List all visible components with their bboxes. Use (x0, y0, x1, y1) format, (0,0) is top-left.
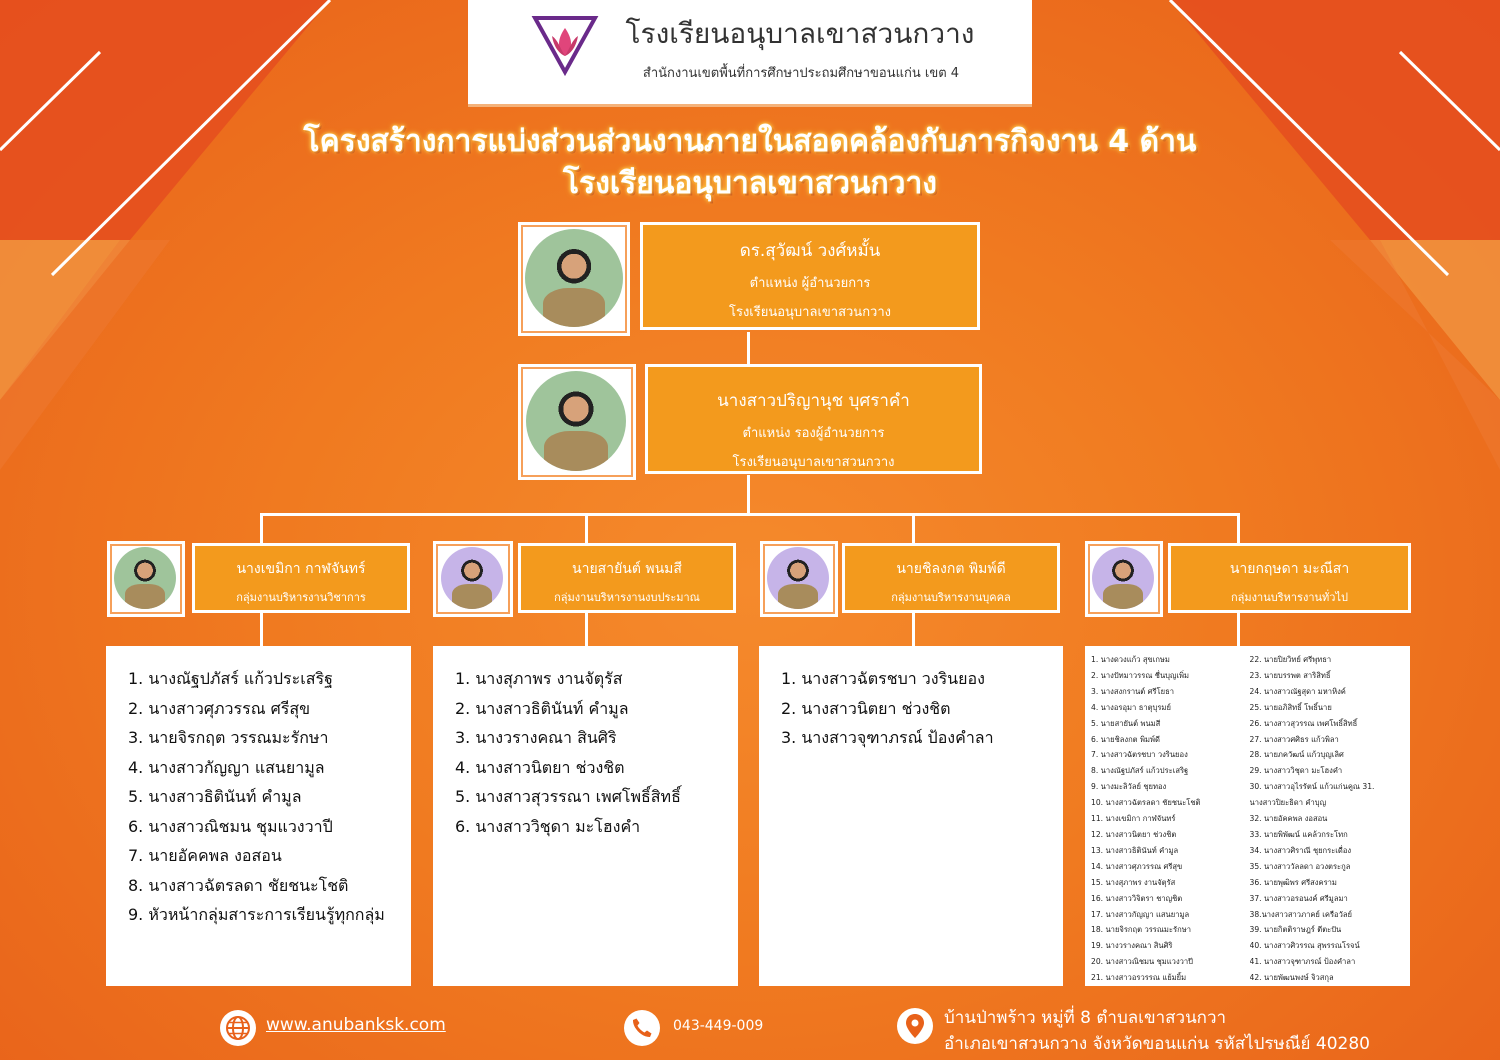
list-item: 35. นางสาววัลลดา อวงตระกูล (1249, 861, 1351, 871)
list-item: 2. นางปัทมาวรรณ ชื่นบุญเพิ่ม (1091, 670, 1190, 680)
connector-line (912, 513, 915, 543)
director-name: ดร.สุวัฒน์ วงศ์หมั้น (739, 241, 881, 261)
location-pin-icon (897, 1008, 933, 1044)
dept-box-personnel (842, 543, 1060, 613)
list-item: 13. นางสาวธิตินันท์ คำมูล (1091, 845, 1179, 855)
dept-photo-frame (1085, 541, 1163, 617)
members-general (1085, 646, 1410, 986)
member-item: 6. นางสาวณิชมน ชุมแวงวาปี (128, 816, 333, 836)
dept-group-name: กลุ่มงานบริหารงานทั่วไป (1231, 591, 1348, 604)
list-item: 18. นายจิรกฤต วรรณมะรักษา (1091, 925, 1191, 935)
member-item: 4. นางสาวนิตยา ช่วงชิต (455, 757, 625, 777)
list-item: 29. นางสาววิชุดา มะโฮงคำ (1249, 766, 1343, 776)
dept-head-photo (1092, 547, 1154, 609)
dept-head-name: นายกฤษดา มะณีสา (1229, 561, 1350, 577)
list-item: 1. นางดวงแก้ว สุขเกษม (1091, 655, 1170, 664)
dept-photo-frame (107, 541, 185, 617)
phone-number: 043-449-009 (673, 1018, 764, 1034)
member-item: 2. นางสาวนิตยา ช่วงชิต (781, 698, 951, 718)
connector-line (260, 513, 1240, 516)
list-item: 40. นางสาวศิวรรณ สุพรรณโรจน์ (1249, 941, 1360, 951)
dept-group-name: กลุ่มงานบริหารงานบุคคล (891, 591, 1011, 604)
phone-icon (624, 1010, 660, 1046)
list-item: 9. นางมะลิวัลย์ ชุยทอง (1091, 782, 1167, 792)
dept-box-academic (192, 543, 410, 613)
member-item: 6. นางสาววิชุดา มะโฮงคำ (455, 816, 641, 836)
director-photo-frame (518, 222, 630, 336)
list-item: 19. นางวรางคณา สินศิริ (1091, 941, 1173, 951)
list-item: 25. นายอภิสิทธิ์ โพธิ์นาย (1249, 702, 1332, 712)
dept-photo-frame (433, 541, 513, 617)
list-item: 23. นายบรรพต สาริสิทธิ์ (1249, 670, 1331, 680)
dept-head-name: นายสายันต์ พนมสี (572, 561, 682, 577)
director-school: โรงเรียนอนุบาลเขาสวนกวาง (728, 305, 892, 320)
connector-line (585, 513, 588, 543)
staff-column-right (1249, 652, 1405, 983)
dept-head-photo (441, 547, 503, 609)
list-item: 7. นางสาวฉัตรชบา วงรินยอง (1091, 750, 1188, 760)
list-item: 38.นางสาวสาวภาคย์ เครือวัลย์ (1249, 909, 1352, 919)
header-office: สำนักงานเขตพื้นที่การศึกษาประถมศึกษาขอนแก่น เขต 4 (642, 66, 960, 81)
list-item: 24. นางสาวณัฐสุดา มหาหิงค์ (1249, 686, 1346, 696)
list-item: 3. นางสงกรานต์ ศรีโยธา (1091, 686, 1174, 696)
dept-box-general (1168, 543, 1411, 613)
list-item: 16. นางสาววิจิตรา ชาญชิต (1091, 893, 1183, 903)
deputy-photo (526, 371, 626, 471)
member-item: 1. นางสุภาพร งานจัตุรัส (455, 669, 623, 688)
members-budget (433, 646, 738, 986)
director-position: ตำแหน่ง ผู้อำนวยการ (749, 276, 871, 291)
list-item: 36. นายพุฒิพร ศรีสงคราม (1249, 877, 1337, 887)
list-item: 20. นางสาวณิชมน ชุมแวงวาปี (1091, 957, 1194, 967)
list-item: 10. นางสาวฉัตรลดา ชัยชนะโชติ (1091, 798, 1201, 808)
list-item: 28. นายภควัฒน์ แก้วบุญเลิศ (1249, 750, 1344, 760)
list-item: 12. นางสาวนิตยา ช่วงชิต (1091, 829, 1177, 839)
list-item: 8. นางณัฐปภัสร์ แก้วประเสริฐ (1091, 766, 1189, 776)
member-item: 1. นางสาวฉัตรชบา วงรินยอง (781, 669, 985, 688)
address-line-1: บ้านป่าพร้าว หมู่ที่ 8 ตำบลเขาสวนกวา (944, 1008, 1227, 1028)
member-item: 3. นางวรางคณา สินศิริ (455, 728, 617, 747)
dept-head-photo (114, 547, 176, 609)
director-box (640, 222, 980, 330)
member-item: 3. นางสาวจุฑาภรณ์ ป้องคำลา (781, 728, 994, 747)
member-item: 5. นางสาวธิตินันท์ คำมูล (128, 787, 302, 806)
member-item: 7. นายอัคคพล งอสอน (128, 846, 282, 865)
page-subtitle: โรงเรียนอนุบาลเขาสวนกวาง (563, 166, 937, 201)
list-item: 30. นางสาวอุไรรัตน์ แก้วแก่นคูณ 31. (1249, 782, 1375, 792)
dept-photo-frame (760, 541, 838, 617)
list-item: 41. นางสาวจุฑาภรณ์ ป้องคำลา (1249, 957, 1356, 967)
list-item: 39. นายกิตติราษฎร์ ตีตะปัน (1249, 925, 1342, 935)
connector-line (912, 612, 915, 646)
school-logo (530, 10, 600, 80)
member-item: 2. นางสาวศุภวรรณ ศรีสุข (128, 698, 311, 718)
dept-head-photo (767, 547, 829, 609)
staff-column-left (1091, 652, 1246, 983)
deputy-position: ตำแหน่ง รองผู้อำนวยการ (742, 426, 885, 441)
member-item: 2. นางสาวธิตินันท์ คำมูล (455, 698, 629, 718)
list-item: 14. นางสาวศุภวรรณ ศรีสุข (1091, 861, 1183, 871)
list-item: 15. นางสุภาพร งานจัตุรัส (1091, 877, 1176, 887)
list-item: 32. นายอัคคพล งอสอน (1249, 814, 1328, 824)
list-item: 33. นายพิพัฒน์ แคล้วกระโทก (1249, 829, 1348, 839)
dept-head-name: นางเขมิกา กาฬจันทร์ (236, 561, 366, 577)
member-item: 9. หัวหน้ากลุ่มสาระการเรียนรู้ทุกกลุ่ม (128, 905, 385, 924)
list-item: 26. นางสาวสุวรรณ เพศโพธิ์สิทธิ์ (1249, 718, 1358, 728)
globe-icon (220, 1010, 256, 1046)
list-item: 22. นายปิยวิทย์ ศรีพุทธา (1249, 655, 1332, 664)
list-item: 17. นางสาวกัญญา แสนยามูล (1091, 909, 1190, 919)
list-item: 11. นางเขมิกา กาฬจันทร์ (1091, 814, 1176, 824)
director-photo (525, 229, 623, 327)
header-school-name: โรงเรียนอนุบาลเขาสวนกวาง (625, 17, 975, 50)
connector-line (747, 332, 750, 366)
list-item: นางสาวปิยะธิดา คำบุญ (1249, 798, 1327, 808)
list-item: 5. นายสายันต์ พนมสี (1091, 718, 1161, 728)
deputy-photo-frame (518, 364, 636, 480)
dept-group-name: กลุ่มงานบริหารงานงบประมาณ (554, 591, 700, 604)
member-item: 1. นางณัฐปภัสร์ แก้วประเสริฐ (128, 669, 333, 688)
address-line-2: อำเภอเขาสวนกวาง จังหวัดขอนแก่น รหัสไปรษณีย์ 40280 (944, 1034, 1370, 1054)
list-item: 27. นางสาวศศิธร แก้วพิลา (1249, 734, 1339, 744)
list-item: 4. นางอรอุมา ธาตุบุรมย์ (1091, 702, 1171, 712)
member-item: 3. นายจิรกฤต วรรณมะรักษา (128, 728, 329, 747)
connector-line (260, 612, 263, 646)
page-title: โครงสร้างการแบ่งส่วนส่วนงานภายในสอดคล้องกับภารกิจงาน 4 ด้าน (303, 124, 1197, 159)
connector-line (1237, 513, 1240, 543)
dept-head-name: นายชิลงกต พิมพ์ดี (896, 561, 1006, 577)
connector-line (260, 513, 263, 543)
connector-line (585, 612, 588, 646)
member-item: 8. นางสาวฉัตรลดา ชัยชนะโชติ (128, 875, 349, 895)
members-academic (106, 646, 411, 986)
list-item: 37. นางสาวอรอนงค์ ศรีมูลมา (1249, 893, 1348, 903)
member-item: 5. นางสาวสุวรรณา เพศโพธิ์สิทธิ์ (455, 787, 681, 806)
list-item: 42. นายพัฒนพงษ์ จิวสกุล (1249, 973, 1334, 983)
deputy-box (645, 364, 982, 474)
members-personnel (759, 646, 1063, 986)
dept-box-budget (518, 543, 736, 613)
website-link[interactable]: www.anubanksk.com (266, 1015, 446, 1035)
member-item: 4. นางสาวกัญญา แสนยามูล (128, 757, 325, 777)
deputy-school: โรงเรียนอนุบาลเขาสวนกวาง (732, 455, 895, 470)
list-item: 34. นางสาวศิราณี ชุยกระเดื่อง (1249, 845, 1352, 855)
list-item: 21. นางสาวอรวรรณ แย้มยิ้ม (1091, 973, 1187, 983)
list-item: 6. นายชิลงกต พิมพ์ดี (1091, 734, 1160, 744)
connector-line (747, 475, 750, 515)
connector-line (1237, 612, 1240, 646)
dept-group-name: กลุ่มงานบริหารงานวิชาการ (236, 591, 366, 604)
deputy-name: นางสาวปริญานุช บุศราคำ (717, 391, 910, 411)
